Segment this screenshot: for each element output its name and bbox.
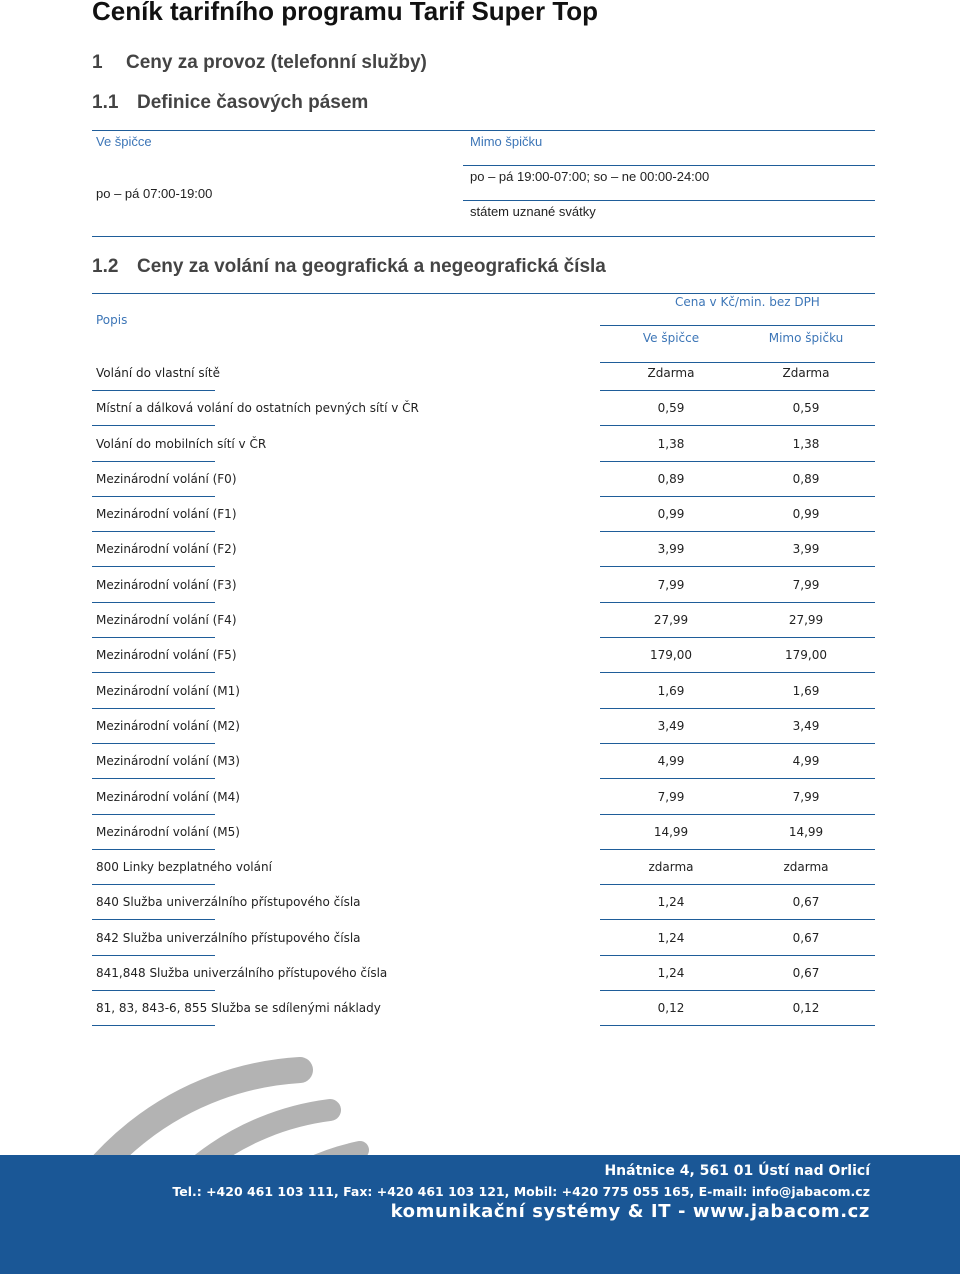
row-description: Mezinárodní volání (M2) — [96, 718, 240, 733]
row-peak-price: zdarma — [648, 860, 694, 875]
row-offpeak-price: zdarma — [783, 860, 829, 875]
row-peak-price: 1,69 — [657, 683, 685, 698]
row-description: 840 Služba univerzálního přístupového čísla — [96, 895, 361, 910]
table-row — [92, 498, 875, 533]
row-description: Mezinárodní volání (M1) — [96, 683, 240, 698]
row-description: 842 Služba univerzálního přístupového čísla — [96, 930, 361, 945]
row-peak-price: 1,24 — [657, 930, 685, 945]
row-description: Mezinárodní volání (F2) — [96, 542, 237, 557]
row-peak-price: 0,12 — [657, 1001, 685, 1016]
row-rule — [92, 425, 215, 426]
row-rule — [92, 849, 215, 850]
row-rule — [92, 461, 215, 462]
table-row — [92, 992, 875, 1027]
table-rule — [463, 165, 875, 166]
table-rule — [92, 236, 875, 237]
row-description: Mezinárodní volání (M4) — [96, 789, 240, 804]
row-peak-price: 14,99 — [653, 824, 689, 839]
row-rule — [600, 708, 875, 709]
row-peak-price: 1,24 — [657, 895, 685, 910]
col-header-offpeak: Mimo špičku — [768, 331, 844, 345]
col-header-price: Cena v Kč/min. bez DPH — [675, 295, 820, 309]
row-rule — [92, 814, 215, 815]
section-number: 1.2 — [92, 256, 119, 277]
row-description: Mezinárodní volání (M5) — [96, 824, 240, 839]
table-row — [92, 428, 875, 463]
section-heading-1 — [92, 52, 427, 74]
section-heading-1-2 — [92, 256, 606, 278]
table-rule — [600, 325, 875, 326]
table-row — [92, 886, 875, 921]
row-rule — [92, 743, 215, 744]
row-rule — [92, 602, 215, 603]
table-row — [92, 957, 875, 992]
row-rule — [600, 602, 875, 603]
row-peak-price: 7,99 — [657, 577, 685, 592]
row-description: 800 Linky bezplatného volání — [96, 860, 272, 875]
footer-address: Hnátnice 4, 561 01 Ústí nad Orlicí — [604, 1163, 870, 1179]
row-rule — [600, 390, 875, 391]
row-rule — [600, 637, 875, 638]
table-row — [92, 639, 875, 674]
table-row — [92, 851, 875, 886]
row-peak-price: Zdarma — [647, 366, 695, 380]
row-offpeak-price: 3,99 — [792, 542, 820, 557]
row-peak-price: 27,99 — [653, 613, 689, 628]
row-rule — [600, 672, 875, 673]
row-rule — [600, 884, 875, 885]
table-row — [92, 710, 875, 745]
row-rule — [600, 919, 875, 920]
section-label: Ceny za provoz (telefonní služby) — [126, 52, 427, 73]
row-description: Mezinárodní volání (F0) — [96, 471, 237, 486]
table-row — [92, 781, 875, 816]
section-number: 1.1 — [92, 92, 119, 113]
row-rule — [600, 1025, 875, 1026]
row-description: Mezinárodní volání (F3) — [96, 577, 237, 592]
row-rule — [600, 461, 875, 462]
row-offpeak-price: 179,00 — [785, 648, 827, 663]
row-rule — [92, 496, 215, 497]
row-rule — [92, 919, 215, 920]
page-title: Ceník tarifního programu Tarif Super Top — [92, 0, 599, 26]
col-header-peak: Ve špičce — [642, 331, 700, 345]
row-offpeak-price: 1,38 — [792, 436, 820, 451]
row-peak-price: 4,99 — [657, 754, 685, 769]
peak-value: po – pá 07:00-19:00 — [96, 186, 213, 201]
table-rule — [92, 293, 600, 294]
row-peak-price: 7,99 — [657, 789, 685, 804]
row-peak-price: 0,99 — [657, 507, 685, 522]
table-row — [92, 604, 875, 639]
row-description: 841,848 Služba univerzálního přístupového čísla — [96, 966, 388, 981]
row-rule — [600, 566, 875, 567]
row-rule — [92, 708, 215, 709]
row-peak-price: 179,00 — [650, 648, 692, 663]
table-row — [92, 533, 875, 568]
price-table-body — [92, 357, 875, 1028]
table-row — [92, 675, 875, 710]
row-rule — [92, 672, 215, 673]
row-rule — [92, 778, 215, 779]
row-offpeak-price: 27,99 — [788, 613, 824, 628]
row-offpeak-price: Zdarma — [782, 366, 830, 380]
table-rule — [600, 293, 875, 294]
table-row — [92, 463, 875, 498]
row-rule — [92, 390, 215, 391]
row-description: Mezinárodní volání (F5) — [96, 648, 237, 663]
row-description: Mezinárodní volání (M3) — [96, 754, 240, 769]
section-label: Ceny za volání na geografická a negeografická čísla — [137, 256, 606, 277]
row-offpeak-price: 4,99 — [792, 754, 820, 769]
row-description: Mezinárodní volání (F1) — [96, 507, 237, 522]
footer-contact: Tel.: +420 461 103 111, Fax: +420 461 103 121, Mobil: +420 775 055 165, E-mail: info@jabacom.cz — [172, 1184, 870, 1199]
row-description: Mezinárodní volání (F4) — [96, 613, 237, 628]
peak-header: Ve špičce — [96, 134, 152, 149]
footer-band — [0, 1155, 960, 1274]
row-peak-price: 0,89 — [657, 471, 685, 486]
row-offpeak-price: 0,67 — [792, 930, 820, 945]
row-offpeak-price: 0,89 — [792, 471, 820, 486]
row-offpeak-price: 0,59 — [792, 401, 820, 416]
row-rule — [92, 637, 215, 638]
row-rule — [600, 814, 875, 815]
row-rule — [600, 778, 875, 779]
section-label: Definice časových pásem — [137, 92, 369, 113]
row-rule — [600, 425, 875, 426]
table-row — [92, 922, 875, 957]
row-rule — [600, 531, 875, 532]
row-rule — [600, 743, 875, 744]
row-rule — [92, 884, 215, 885]
row-offpeak-price: 0,67 — [792, 966, 820, 981]
table-rule — [92, 130, 875, 131]
row-rule — [600, 496, 875, 497]
row-rule — [92, 531, 215, 532]
row-description: Volání do mobilních sítí v ČR — [96, 436, 267, 451]
table-row — [92, 569, 875, 604]
row-offpeak-price: 1,69 — [792, 683, 820, 698]
row-rule — [600, 990, 875, 991]
section-heading-1-1 — [92, 92, 368, 114]
offpeak-value-2: státem uznané svátky — [470, 204, 596, 219]
table-row — [92, 816, 875, 851]
row-offpeak-price: 7,99 — [792, 789, 820, 804]
table-row — [92, 357, 875, 392]
table-row — [92, 745, 875, 780]
row-rule — [600, 849, 875, 850]
footer-tagline: komunikační systémy & IT - www.jabacom.cz — [390, 1201, 870, 1222]
row-peak-price: 3,99 — [657, 542, 685, 557]
row-rule — [92, 566, 215, 567]
offpeak-header: Mimo špičku — [470, 134, 543, 149]
row-rule — [92, 1025, 215, 1026]
row-offpeak-price: 0,12 — [792, 1001, 820, 1016]
offpeak-value-1: po – pá 19:00-07:00; so – ne 00:00-24:00 — [470, 169, 710, 184]
row-rule — [92, 955, 215, 956]
row-offpeak-price: 3,49 — [792, 718, 820, 733]
row-rule — [92, 990, 215, 991]
row-offpeak-price: 7,99 — [792, 577, 820, 592]
row-description: Místní a dálková volání do ostatních pevných sítí v ČR — [96, 401, 419, 416]
row-peak-price: 1,24 — [657, 966, 685, 981]
table-rule — [463, 200, 875, 201]
col-header-description: Popis — [96, 313, 128, 327]
section-number: 1 — [92, 52, 103, 73]
row-description: Volání do vlastní sítě — [96, 366, 221, 380]
row-peak-price: 1,38 — [657, 436, 685, 451]
row-peak-price: 0,59 — [657, 401, 685, 416]
row-rule — [600, 955, 875, 956]
row-description: 81, 83, 843-6, 855 Služba se sdílenými náklady — [96, 1001, 381, 1016]
row-peak-price: 3,49 — [657, 718, 685, 733]
row-offpeak-price: 0,67 — [792, 895, 820, 910]
table-row — [92, 392, 875, 427]
row-offpeak-price: 0,99 — [792, 507, 820, 522]
row-offpeak-price: 14,99 — [788, 824, 824, 839]
